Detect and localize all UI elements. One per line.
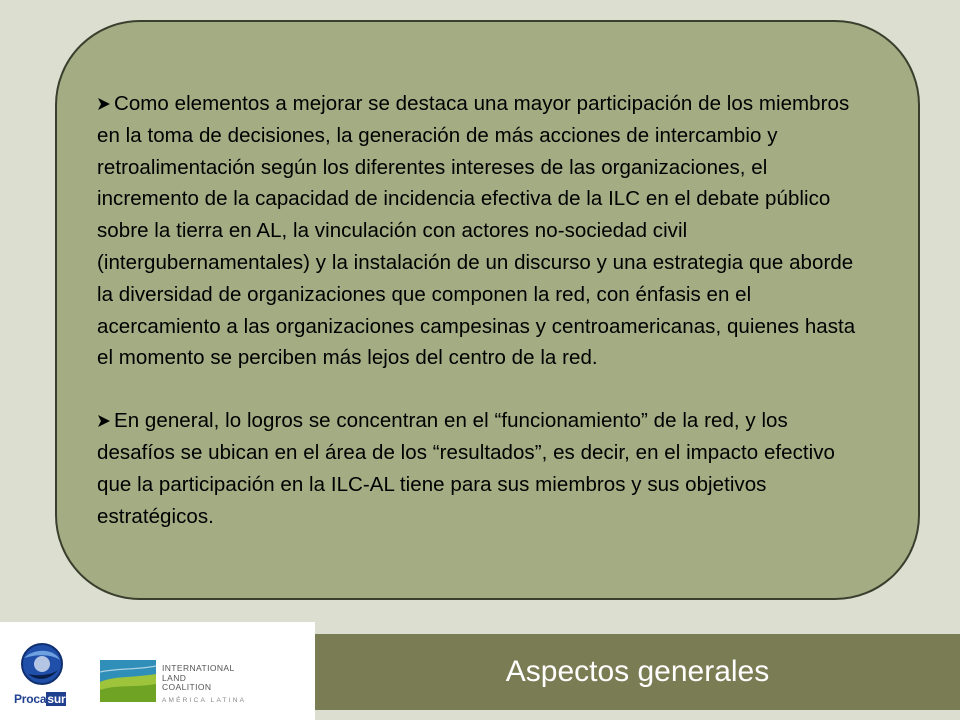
bullet-item bbox=[97, 405, 866, 532]
footer-strip bbox=[315, 710, 960, 720]
content-box bbox=[55, 20, 920, 600]
arrow-bullet-icon bbox=[97, 405, 114, 437]
footer-title-band bbox=[315, 634, 960, 710]
arrow-bullet-icon bbox=[97, 88, 114, 120]
ilc-logo-subtitle: AMÉRICA LATINA bbox=[162, 697, 247, 704]
slide-title: Aspectos generales bbox=[505, 655, 770, 688]
bullet-text: En general, lo logros se concentran en el “funcionamiento” de la red, y los desafíos se ubican en el área de los “resultados”, es decir, en el impacto efectivo que la participación en la ILC-AL tiene para sus miembros y sus objetivos estratégicos. bbox=[97, 409, 836, 528]
bullet-text: Como elementos a mejorar se destaca una mayor participación de los miembros en la toma de decisiones, la generación de más acciones de intercambio y retroalimentación según los diferentes intereses de las organizaciones, el incremento de la capacidad de incidencia efectiva de la ILC en el debate público sobre la tierra en AL, la vinculación con actores no-sociedad civil (intergubernamentales) y la instalación de un discurso y una estrategia que aborde la diversidad de organizaciones que componen la red, con énfasis en el acercamiento a las organizaciones campesinas y centroamericanas, quienes hasta el momento se perciben más lejos del centro de la red. bbox=[97, 92, 856, 370]
bullet-item bbox=[97, 88, 866, 374]
procasur-logo-text: Procasur bbox=[14, 692, 66, 706]
ilc-landscape-icon bbox=[100, 660, 156, 702]
ilc-logo-text: INTERNATIONAL LAND COALITION bbox=[162, 663, 235, 692]
